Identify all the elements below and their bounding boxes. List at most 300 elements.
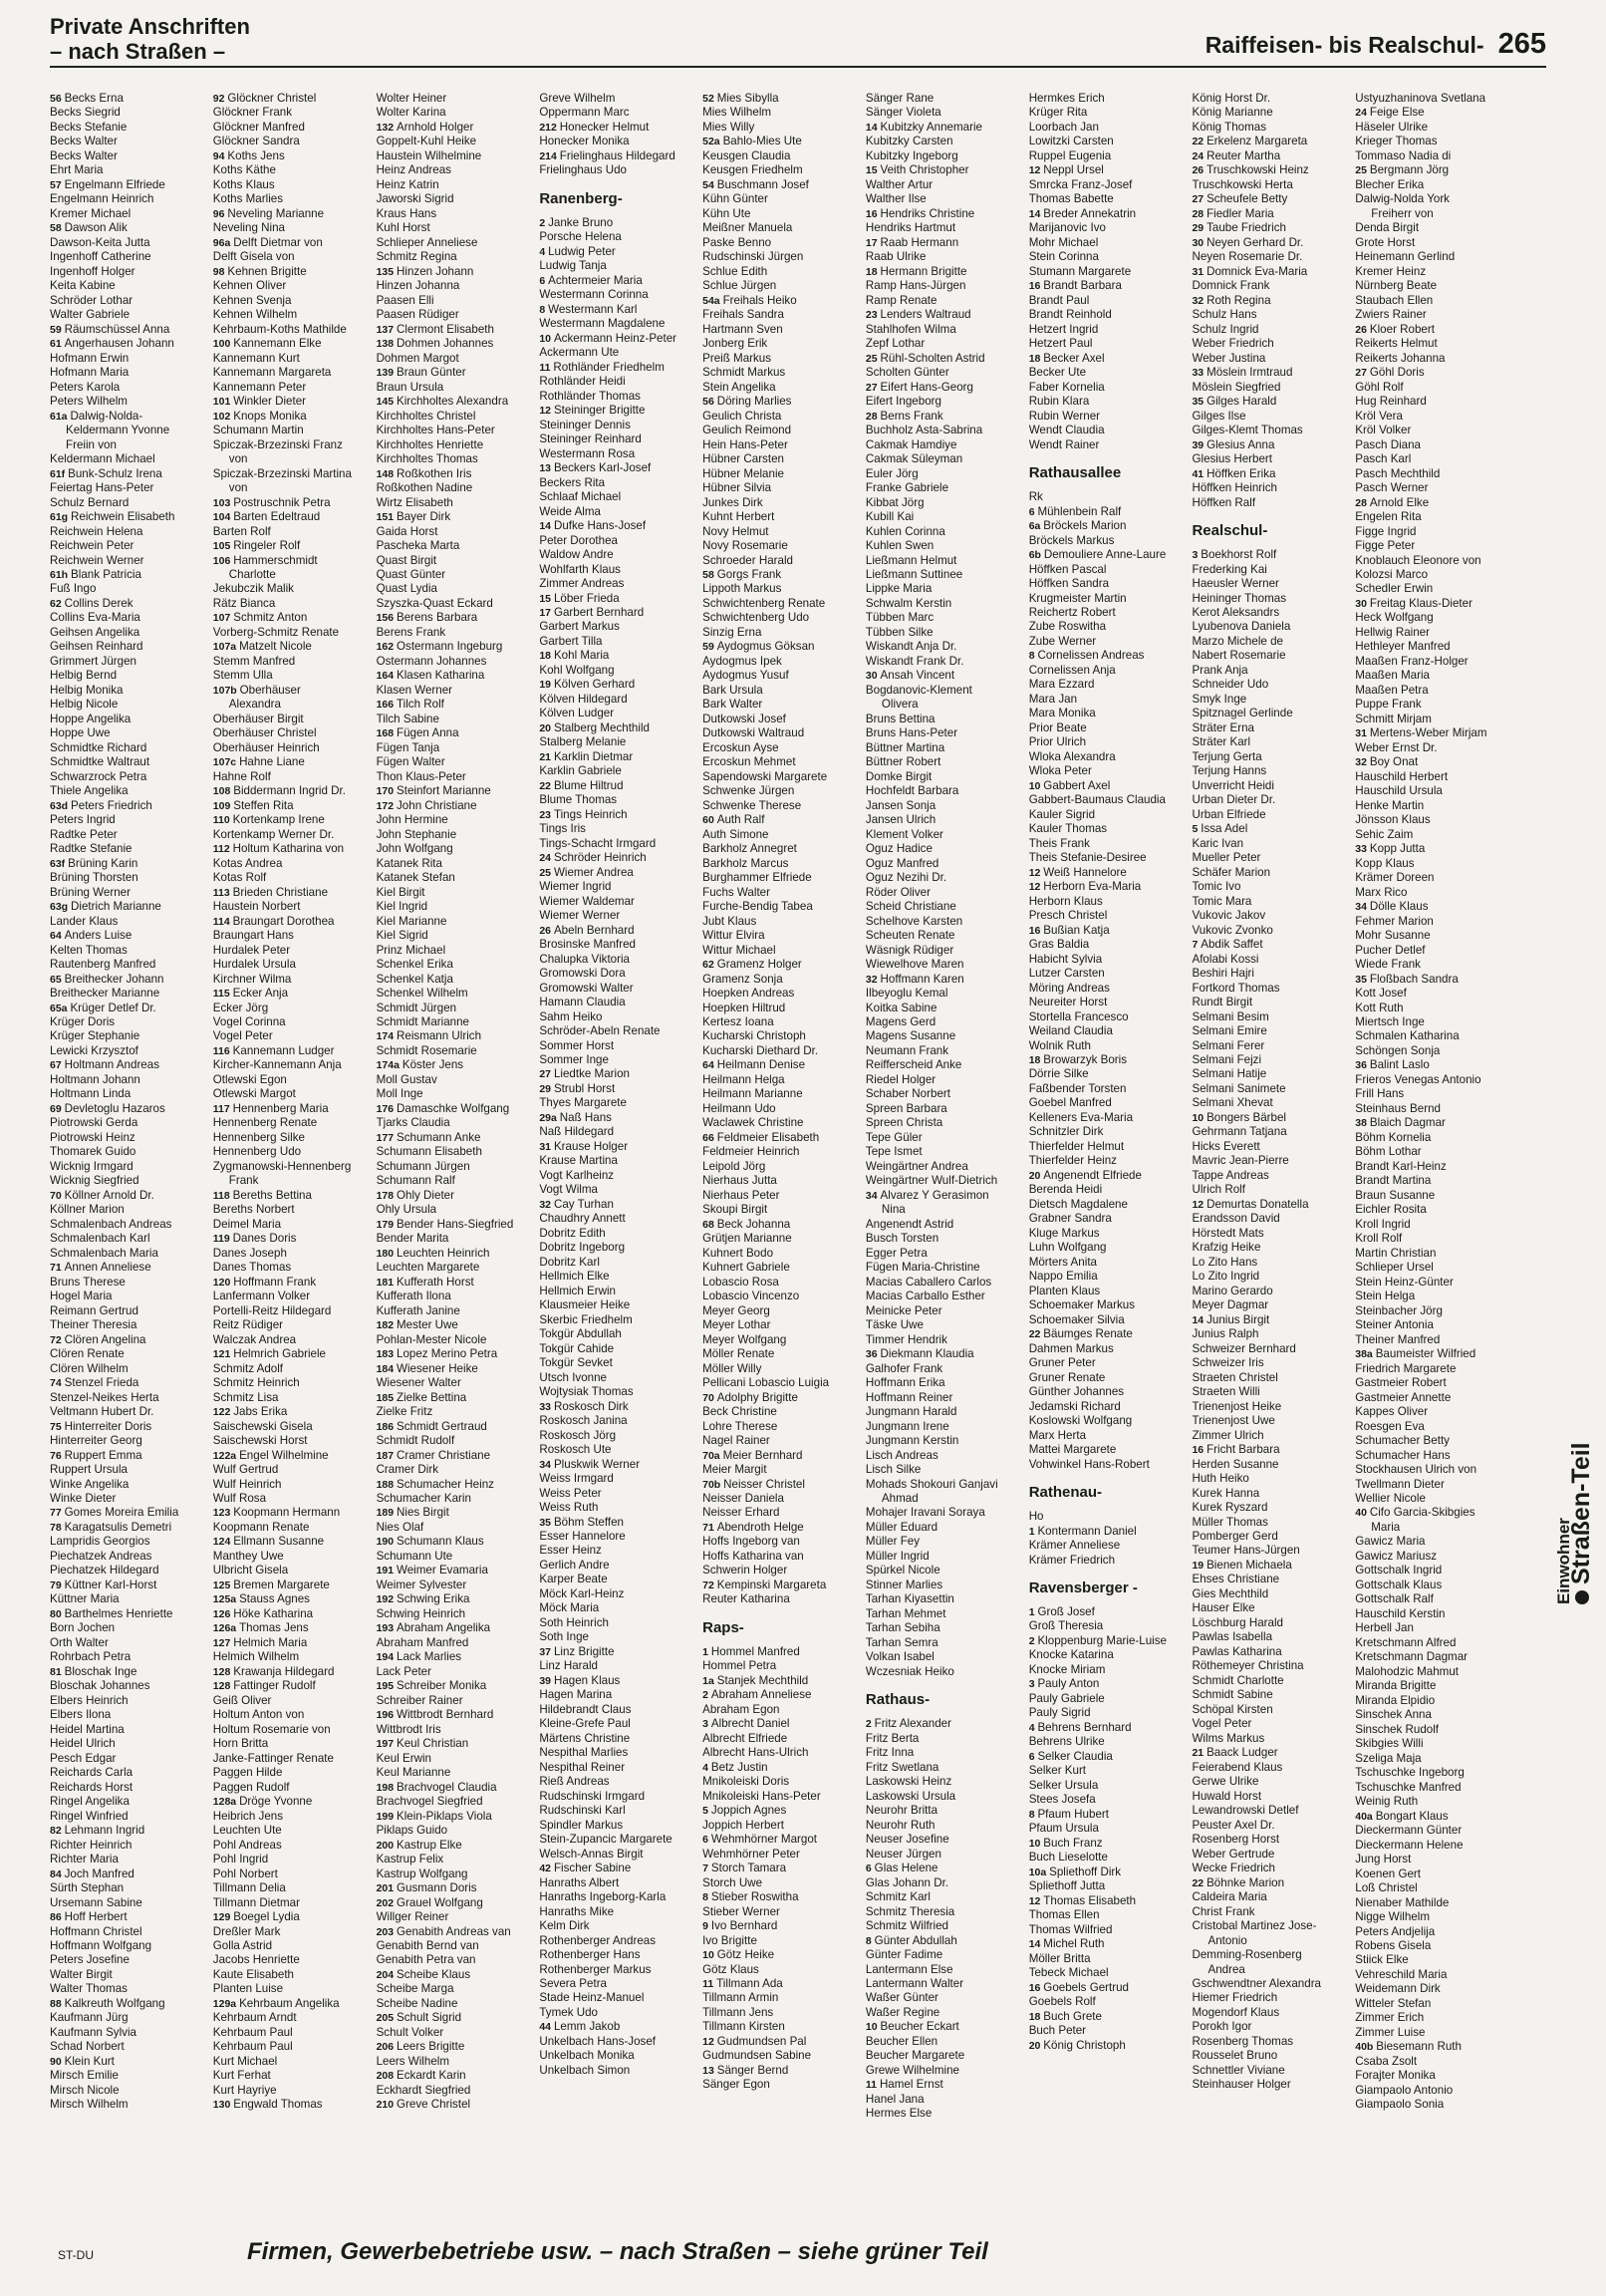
resident-entry: [702, 395, 862, 409]
resident-entry: Kurek Hanna: [1192, 1486, 1260, 1500]
resident-entry: Planten Luise: [212, 1982, 284, 1996]
resident-entry: Peter Dorothea: [539, 533, 618, 547]
resident-entry: [539, 1674, 698, 1688]
resident-entry: Szeliga Maja: [1355, 1751, 1422, 1765]
house-number: 54a: [702, 294, 723, 307]
resident-entry: Geulich Reimond: [702, 424, 792, 437]
resident-name: Reuter Martha: [1206, 148, 1281, 162]
resident-name: Hendriks Christine: [880, 206, 975, 220]
resident-entry: Auth Simone: [702, 827, 769, 841]
resident-entry: Nappo Emilia: [1028, 1270, 1098, 1284]
resident-name: Naß Hans: [559, 1110, 612, 1124]
house-number: 12: [1028, 866, 1044, 879]
resident-entry: Genabith Petra van: [376, 1953, 476, 1967]
house-number: 129a: [212, 1997, 240, 2010]
resident-entry: Stemm Manfred: [212, 654, 296, 668]
resident-entry: [702, 1890, 862, 1904]
resident-entry: Eifert Ingeborg: [865, 395, 941, 409]
resident-entry: [213, 1102, 373, 1116]
resident-entry: Wicknig Irmgard: [50, 1159, 134, 1173]
resident-entry: Chalupka Viktoria: [539, 952, 630, 966]
resident-entry: Brandt Karl-Heinz: [1355, 1159, 1447, 1173]
resident-entry: Glöckner Sandra: [212, 135, 300, 148]
resident-name: Lack Marlies: [397, 1650, 462, 1664]
house-number: 10: [1028, 779, 1044, 792]
resident-entry: [539, 149, 698, 163]
resident-entry: [702, 294, 862, 308]
resident-entry: Sträter Erna: [1192, 720, 1254, 734]
house-number: 212: [539, 121, 560, 134]
directory-columns: [50, 92, 1514, 2234]
house-number: 82: [50, 1825, 65, 1838]
resident-entry: [702, 640, 862, 654]
resident-entry: [539, 245, 698, 259]
resident-entry: Karic Ivan: [1192, 836, 1244, 850]
house-number: 64: [50, 930, 65, 943]
resident-entry: [1029, 1677, 1189, 1691]
resident-entry: Roesgen Eva: [1355, 1419, 1425, 1433]
resident-entry: Wulf Gertrud: [212, 1463, 279, 1477]
resident-name: Wiemer Andrea: [553, 865, 634, 879]
resident-entry: [1029, 2010, 1189, 2024]
resident-entry: Figge Ingrid: [1355, 524, 1417, 538]
resident-entry: [50, 1578, 209, 1592]
resident-entry: [377, 1029, 536, 1043]
resident-name: Pauly Anton: [1037, 1677, 1100, 1691]
resident-entry: [539, 924, 698, 938]
house-number: 74: [50, 1377, 65, 1390]
resident-entry: Veltmann Hubert Dr.: [50, 1405, 154, 1419]
resident-entry: Holtum Rosemarie von: [212, 1722, 331, 1736]
resident-name: Angenendt Elfriede: [1043, 1168, 1142, 1182]
resident-entry: [539, 779, 698, 793]
resident-entry: Storch Uwe: [702, 1875, 763, 1889]
resident-name: Blume Hiltrud: [553, 778, 624, 792]
resident-name: Ostermann Ingeburg: [397, 640, 503, 654]
resident-entry: Fritz Swetlana: [865, 1760, 939, 1774]
resident-name: Clermont Elisabeth: [397, 322, 494, 336]
resident-entry: Wiskandt Frank Dr.: [865, 654, 964, 668]
resident-entry: Pauly Gabriele: [1028, 1691, 1105, 1705]
resident-entry: Gerlich Andre: [539, 1558, 610, 1572]
house-number: 32: [865, 973, 881, 986]
resident-entry: [213, 410, 373, 424]
house-number: 1: [1028, 1605, 1038, 1618]
resident-entry: Dreßler Mark: [212, 1924, 281, 1938]
resident-entry: Selmani Sanimete: [1192, 1081, 1286, 1095]
resident-entry: Weidemann Dirk: [1355, 1982, 1441, 1996]
resident-entry: [213, 1607, 373, 1621]
resident-entry: von: [228, 481, 248, 495]
resident-entry: [539, 1140, 698, 1154]
resident-entry: Hicks Everett: [1192, 1139, 1260, 1153]
resident-entry: Fritz Inna: [865, 1746, 915, 1760]
resident-entry: Ecker Jörg: [212, 1001, 269, 1014]
resident-entry: [1029, 1750, 1189, 1764]
resident-entry: Schlue Jürgen: [702, 279, 777, 293]
resident-entry: Mies Wilhelm: [702, 106, 772, 120]
resident-entry: Becks Walter: [50, 148, 118, 162]
resident-entry: Linz Harald: [539, 1659, 598, 1673]
house-number: 115: [212, 988, 233, 1001]
resident-entry: Neuser Josefine: [865, 1833, 949, 1847]
house-number: 35: [539, 1516, 554, 1529]
resident-entry: Hendriks Hartmut: [865, 221, 956, 235]
house-number: 70: [702, 1391, 717, 1404]
resident-entry: Günther Johannes: [1028, 1385, 1125, 1399]
street-heading: Ranenberg-: [539, 189, 623, 207]
resident-entry: Barkholz Marcus: [702, 856, 789, 870]
house-number: 28: [865, 410, 881, 423]
resident-name: Krause Holger: [553, 1139, 629, 1153]
resident-name: Angerhausen Johann: [64, 337, 174, 351]
resident-entry: Lander Klaus: [50, 914, 119, 928]
resident-entry: Bruns Therese: [50, 1275, 126, 1289]
resident-entry: Fügen Walter: [376, 755, 445, 769]
resident-entry: Cramer Dirk: [376, 1463, 439, 1477]
house-number: 62: [50, 597, 65, 610]
house-number: 101: [212, 396, 234, 409]
resident-name: Köster Jens: [402, 1058, 464, 1072]
resident-entry: [539, 866, 698, 880]
resident-entry: Mnikoleiski Hans-Peter: [702, 1789, 821, 1803]
resident-entry: Hübner Melanie: [702, 466, 784, 480]
resident-entry: Vogt Wilma: [539, 1183, 598, 1197]
resident-entry: Freihals Sandra: [702, 308, 784, 322]
resident-entry: Gramenz Sonja: [702, 972, 783, 986]
resident-name: Pfaum Hubert: [1037, 1807, 1109, 1821]
resident-entry: Forajter Monika: [1355, 2069, 1436, 2083]
resident-entry: Oguz Nezihi Dr.: [865, 871, 947, 885]
house-number: 6: [539, 274, 549, 287]
resident-entry: Wittur Michael: [702, 943, 776, 957]
resident-name: Ivo Bernhard: [710, 1919, 778, 1933]
resident-entry: Roskosch Janina: [539, 1414, 628, 1428]
resident-entry: Höffken Pascal: [1028, 562, 1107, 576]
house-number: 177: [376, 1131, 397, 1144]
house-number: 128: [212, 1665, 234, 1678]
resident-entry: [702, 135, 862, 148]
resident-entry: Hochfeldt Barbara: [865, 784, 959, 798]
house-number: 16: [865, 207, 881, 220]
resident-entry: Walter Gabriele: [50, 308, 131, 322]
resident-entry: Scholten Günter: [865, 366, 949, 380]
resident-entry: [50, 1333, 209, 1347]
house-number: 166: [376, 699, 397, 712]
resident-entry: Tillmann Jens: [702, 2005, 774, 2019]
resident-name: König Christoph: [1043, 2038, 1126, 2052]
resident-entry: Witteler Stefan: [1355, 1996, 1432, 2010]
resident-entry: Hörstedt Mats: [1192, 1226, 1264, 1240]
resident-entry: Schlue Edith: [702, 264, 768, 278]
resident-entry: Gottschalk Ingrid: [1355, 1564, 1443, 1578]
resident-name: Pluskwik Werner: [553, 1457, 641, 1471]
resident-entry: Piechatzek Hildegard: [50, 1564, 159, 1578]
resident-entry: [213, 915, 373, 929]
resident-entry: [50, 568, 209, 582]
resident-entry: Dieckermann Günter: [1355, 1824, 1463, 1838]
resident-name: Cifo Garcia-Skibgies: [1369, 1506, 1475, 1520]
resident-entry: [213, 1347, 373, 1361]
house-number: 192: [376, 1593, 397, 1606]
resident-entry: [539, 361, 698, 375]
resident-name: Wiesener Heike: [397, 1361, 478, 1375]
resident-entry: Tillmann Delia: [212, 1881, 286, 1895]
resident-entry: Vukovic Jakov: [1192, 909, 1266, 923]
resident-entry: Erandsson David: [1192, 1212, 1280, 1226]
resident-name: Abeln Bernhard: [553, 923, 635, 937]
resident-entry: Ostermann Johannes: [376, 654, 487, 668]
street-heading: Realschul-: [1192, 522, 1268, 540]
resident-entry: Abraham Manfred: [376, 1635, 469, 1649]
resident-name: Blaich Dagmar: [1369, 1116, 1446, 1130]
resident-entry: Smyk Inge: [1192, 692, 1247, 706]
resident-entry: Weber Ernst Dr.: [1355, 740, 1438, 754]
resident-entry: Fehmer Marion: [1355, 914, 1434, 928]
resident-entry: Mohr Susanne: [1355, 929, 1431, 943]
resident-entry: Cornelissen Anja: [1028, 663, 1116, 677]
resident-entry: Wiemer Waldemar: [539, 894, 635, 908]
resident-entry: Waclawek Christine: [702, 1116, 804, 1130]
resident-name: Brüning Karin: [68, 856, 138, 870]
resident-entry: Schmalenbach Karl: [50, 1232, 150, 1246]
resident-entry: Kremer Heinz: [1355, 264, 1427, 278]
resident-name: Fritz Alexander: [874, 1717, 951, 1731]
resident-entry: Höffken Ralf: [1192, 495, 1256, 509]
resident-entry: Tarhan Kiyasettin: [865, 1592, 954, 1606]
house-number: 40b: [1355, 2041, 1377, 2054]
resident-entry: Helmich Wilhelm: [212, 1650, 300, 1664]
resident-entry: Braun Ursula: [376, 380, 444, 394]
resident-entry: Hoppe Uwe: [50, 726, 111, 740]
resident-entry: [50, 973, 209, 987]
resident-entry: Koitka Sabine: [865, 1001, 937, 1014]
resident-entry: Severa Petra: [539, 1977, 608, 1990]
resident-entry: [1029, 352, 1189, 366]
house-number: 148: [376, 467, 397, 480]
resident-entry: Wohlfarth Klaus: [539, 562, 621, 576]
resident-entry: [539, 649, 698, 663]
resident-entry: Heinemann Gerlind: [1355, 250, 1456, 264]
house-number: 124: [212, 1536, 234, 1549]
house-number: 195: [376, 1680, 397, 1693]
resident-entry: Kopp Klaus: [1355, 856, 1415, 870]
resident-entry: [377, 1362, 536, 1376]
resident-entry: Mirsch Wilhelm: [50, 2098, 129, 2112]
resident-entry: Sänger Rane: [865, 92, 935, 105]
house-number: 22: [539, 779, 554, 792]
resident-entry: Kroll Ingrid: [1355, 1217, 1411, 1231]
resident-entry: Martin Christian: [1355, 1246, 1437, 1260]
resident-entry: Scheuten Renate: [865, 929, 955, 943]
house-number: 156: [376, 612, 397, 625]
directory-column: [213, 92, 373, 2234]
resident-entry: Steinhauser Holger: [1192, 2078, 1291, 2092]
resident-entry: Meyer Wolfgang: [702, 1332, 787, 1346]
resident-entry: Walther Ilse: [865, 192, 927, 206]
resident-entry: [539, 2020, 698, 2034]
house-number: 120: [212, 1276, 234, 1289]
resident-entry: Ringel Winfried: [50, 1809, 129, 1823]
street-range-label: Raiffeisen- bis Realschul-: [1204, 32, 1484, 58]
resident-entry: [213, 554, 373, 568]
resident-entry: Tübben Silke: [865, 625, 934, 639]
resident-entry: Soth Heinrich: [539, 1615, 609, 1629]
house-number: 65: [50, 973, 65, 986]
resident-entry: Gromowski Dora: [539, 967, 626, 981]
resident-name: Alvarez Y Gerasimon: [880, 1188, 989, 1202]
resident-entry: Kirchholtes Henriette: [376, 437, 484, 451]
resident-entry: Rubin Werner: [1028, 409, 1100, 423]
resident-name: Bloschak Inge: [64, 1664, 137, 1678]
resident-name: Klein-Piklaps Viola: [397, 1809, 492, 1823]
resident-entry: Schwenke Therese: [702, 798, 802, 812]
resident-entry: Kretschmann Dagmar: [1355, 1650, 1469, 1664]
resident-entry: Tebeck Michael: [1028, 1966, 1109, 1980]
house-number: 18: [865, 265, 881, 278]
resident-entry: Unverricht Heidi: [1192, 778, 1274, 792]
resident-entry: Kibbat Jörg: [865, 495, 925, 509]
resident-entry: Wittbrodt Iris: [376, 1722, 441, 1736]
resident-entry: Sommer Inge: [539, 1053, 609, 1066]
resident-entry: Kroll Rolf: [1355, 1232, 1403, 1246]
house-number: 6a: [1028, 520, 1044, 533]
resident-entry: [50, 1867, 209, 1881]
resident-entry: [1029, 880, 1189, 894]
resident-entry: Porsche Helena: [539, 230, 622, 244]
street-heading: Rathaus-: [865, 1691, 931, 1709]
house-number: 21: [539, 750, 554, 763]
resident-entry: Hethleyer Manfred: [1355, 640, 1451, 654]
resident-name: Berns Frank: [880, 409, 943, 423]
house-number: 60: [702, 814, 717, 827]
resident-entry: König Marianne: [1192, 106, 1273, 120]
resident-entry: [213, 1506, 373, 1520]
resident-name: Fischer Sabine: [553, 1862, 632, 1875]
resident-entry: [50, 92, 209, 106]
house-number: 27: [1355, 367, 1370, 380]
house-number: 119: [212, 1233, 233, 1246]
resident-entry: Engelmann Heinrich: [50, 192, 154, 206]
house-number: 16: [1192, 1444, 1207, 1457]
resident-entry: Macias Caballero Carlos: [865, 1275, 992, 1289]
resident-entry: Schumann Martin: [212, 424, 304, 437]
resident-entry: Pauly Sigrid: [1028, 1706, 1091, 1720]
resident-entry: Lowitzki Carsten: [1028, 135, 1114, 148]
resident-name: Honecker Helmut: [559, 120, 650, 134]
resident-entry: Bogdanovic-Klement: [865, 683, 972, 697]
resident-entry: Paggen Rudolf: [212, 1780, 290, 1794]
resident-entry: Jungmann Kerstin: [865, 1434, 959, 1448]
resident-entry: Weber Justina: [1192, 351, 1266, 365]
resident-entry: Helbig Monika: [50, 683, 124, 697]
resident-entry: Prior Ulrich: [1028, 735, 1087, 749]
resident-entry: [1029, 1634, 1189, 1648]
resident-entry: Genabith Bernd van: [376, 1939, 479, 1952]
resident-entry: [1355, 323, 1514, 337]
house-number: 132: [376, 121, 397, 134]
resident-entry: Becks Walter: [50, 135, 118, 148]
resident-entry: Scheibe Marga: [376, 1982, 454, 1996]
resident-name: Jabs Erika: [233, 1405, 288, 1419]
directory-column: [377, 92, 536, 2234]
resident-name: Böhnke Marion: [1206, 1875, 1285, 1889]
resident-entry: [1029, 1605, 1189, 1619]
resident-name: Beckers Karl-Josef: [553, 461, 652, 475]
resident-entry: Schenkel Wilhelm: [376, 987, 468, 1001]
house-number: 151: [376, 511, 397, 524]
resident-entry: Esser Heinz: [539, 1544, 602, 1558]
resident-entry: Weiss Peter: [539, 1486, 602, 1500]
resident-entry: [213, 1592, 373, 1606]
resident-name: Göhl Doris: [1369, 366, 1425, 380]
house-number: 80: [50, 1607, 65, 1620]
resident-name: Feldmeier Elisabeth: [716, 1130, 820, 1144]
resident-entry: Pucher Detlef: [1355, 943, 1426, 957]
resident-entry: Jönsson Klaus: [1355, 813, 1431, 827]
resident-entry: [213, 337, 373, 351]
resident-name: Selker Claudia: [1037, 1749, 1113, 1763]
resident-entry: Quast Lydia: [376, 582, 438, 596]
resident-entry: Behrens Ulrike: [1028, 1735, 1105, 1749]
resident-name: Sänger Bernd: [716, 2063, 789, 2077]
resident-entry: Gawicz Maria: [1355, 1535, 1426, 1549]
resident-entry: [213, 1449, 373, 1463]
house-number: 196: [376, 1709, 397, 1722]
resident-entry: Koths Käthe: [212, 163, 276, 177]
house-number: 21: [1192, 1747, 1207, 1760]
resident-entry: Vorberg-Schmitz Renate: [212, 625, 340, 639]
resident-entry: [1192, 1313, 1351, 1327]
resident-entry: Neuser Jürgen: [865, 1847, 941, 1861]
resident-name: Boekhorst Rolf: [1201, 548, 1277, 562]
house-number: 125a: [212, 1593, 240, 1606]
resident-entry: Kotas Andrea: [212, 856, 283, 870]
resident-entry: Rk: [1028, 490, 1043, 504]
resident-entry: Hetzert Ingrid: [1028, 322, 1099, 336]
resident-entry: Büttner Robert: [865, 755, 941, 769]
resident-name: Ackermann Heinz-Peter: [553, 331, 677, 345]
resident-entry: Piechatzek Andreas: [50, 1549, 152, 1563]
resident-entry: [213, 1910, 373, 1924]
resident-entry: Selmani Ferer: [1192, 1038, 1265, 1052]
resident-entry: [213, 813, 373, 827]
resident-entry: Paasen Elli: [376, 293, 434, 307]
resident-entry: Freiherr von: [1371, 206, 1434, 220]
resident-name: Boy Onat: [1369, 755, 1419, 769]
house-number: 30: [1355, 597, 1370, 610]
resident-entry: Kastrup Felix: [376, 1853, 444, 1866]
resident-entry: Weber Gertrude: [1192, 1847, 1275, 1861]
resident-entry: Schenkel Katja: [376, 972, 453, 986]
resident-name: Steininger Brigitte: [553, 404, 646, 418]
house-number: 109: [212, 799, 234, 812]
resident-entry: Möller Britta: [1028, 1951, 1091, 1965]
resident-entry: [377, 1810, 536, 1824]
house-number: 61g: [50, 511, 72, 524]
resident-entry: [1192, 938, 1351, 952]
resident-entry: Figge Peter: [1355, 539, 1416, 553]
house-number: 22: [1192, 1876, 1207, 1889]
resident-name: Beucher Eckart: [880, 2020, 959, 2034]
resident-entry: [377, 1881, 536, 1895]
house-number: 7: [702, 1863, 711, 1875]
resident-name: Joppich Agnes: [710, 1804, 787, 1818]
resident-entry: Knocke Miriam: [1028, 1662, 1106, 1676]
resident-entry: Neurohr Britta: [865, 1804, 938, 1818]
resident-name: Neveling Marianne: [227, 206, 325, 220]
resident-name: Rühl-Scholten Astrid: [880, 351, 985, 365]
